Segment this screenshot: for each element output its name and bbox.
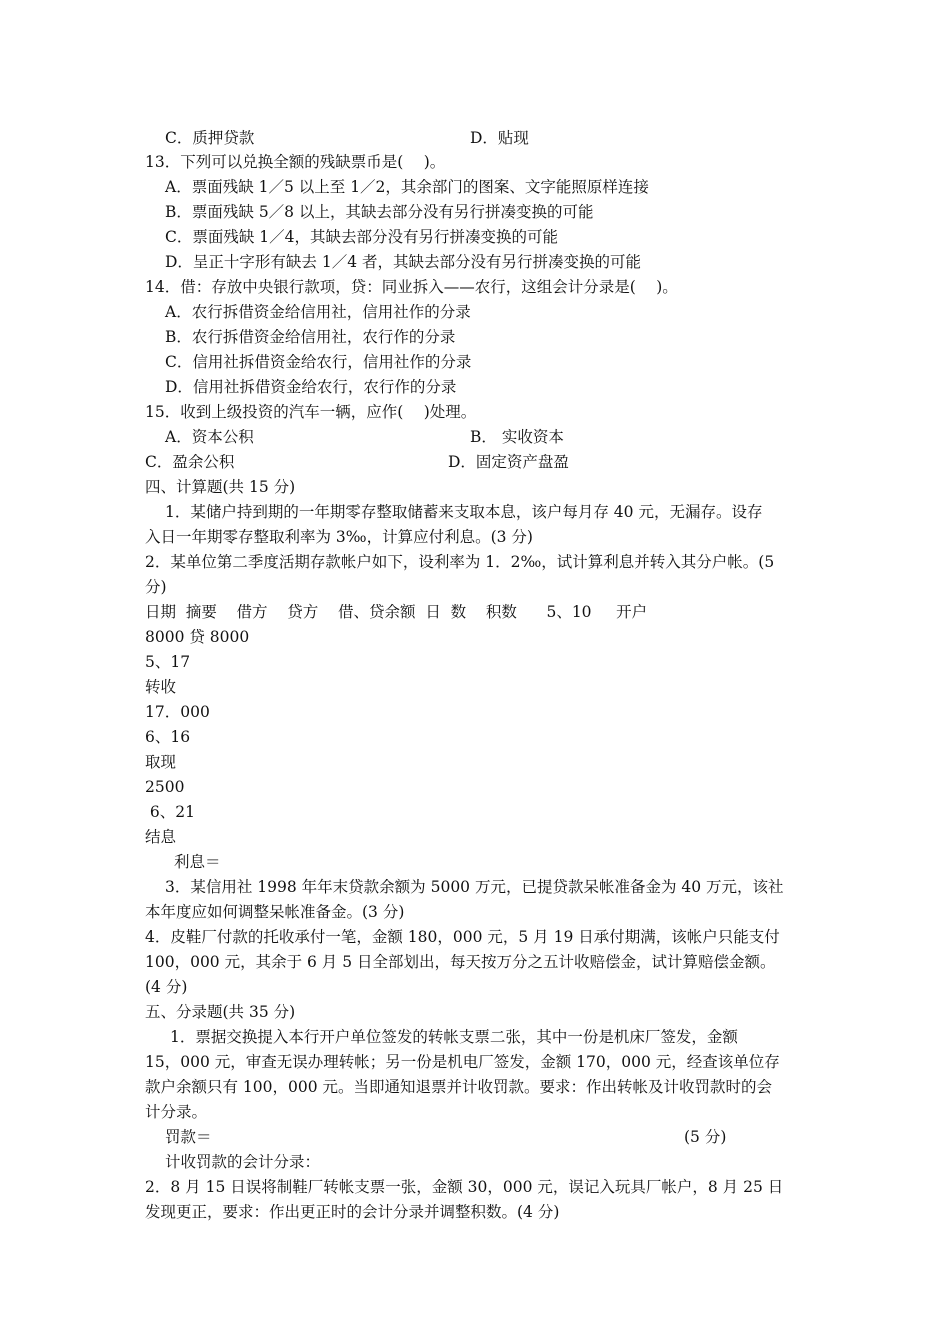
section4-p3-line1: 3．某信用社 1998 年年末贷款余额为 5000 万元，已提贷款呆帐准备金为 40 万元，该社 [165, 878, 784, 896]
q13-option-d: D．呈正十字形有缺去 1／4 者，其缺去部分没有另行拼凑变换的可能 [165, 253, 642, 271]
section5-p1-line4: 计分录。 [145, 1103, 208, 1121]
section5-p1-line3: 款户余额只有 100，000 元。当即通知退票并计收罚款。要求：作出转帐及计收罚款时的会 [145, 1078, 773, 1096]
q14-option-c: C．信用社拆借资金给农行，信用社作的分录 [165, 353, 472, 371]
section4-p1-line2: 入日一年期零存整取利率为 3‰，计算应付利息。(3 分) [145, 528, 533, 546]
section4-p3-line2: 本年度应如何调整呆帐准备金。(3 分) [145, 903, 405, 921]
section4-p1-line1: 1．某储户持到期的一年期零存整取储蓄来支取本息，该户每月存 40 元，无漏存。设存 [165, 503, 763, 521]
section4-p2-line1: 2．某单位第二季度活期存款帐户如下，设利率为 1．2‰，试计算利息并转入其分户帐。(5 [145, 553, 775, 571]
account-table-line: 2500 [145, 778, 185, 796]
q15-option-b: B． 实收资本 [470, 428, 564, 446]
section5-p2-line1: 2．8 月 15 日误将制鞋厂转帐支票一张，金额 30，000 元，误记入玩具厂帐户，8 月 25 日 [145, 1178, 784, 1196]
account-table-line: 17．000 [145, 703, 210, 721]
account-table-line: 8000 贷 8000 [145, 628, 250, 646]
q13-option-b: B．票面残缺 5／8 以上，其缺去部分没有另行拼凑变换的可能 [165, 203, 594, 221]
account-table-header: 日期 摘要 借方 贷方 借、贷余额 日 数 积数 5、10 开户 [145, 603, 648, 621]
account-table-line: 5、17 [145, 653, 191, 671]
section4-p4-line2: 100，000 元，其余于 6 月 5 日全部划出，每天按万分之五计收赔偿金，试计算赔偿金额。 [145, 953, 776, 971]
section4-p4-line3: (4 分) [145, 978, 188, 996]
section5-p2-line2: 发现更正，要求：作出更正时的会计分录并调整积数。(4 分) [145, 1203, 560, 1221]
section5-p1-line1: 1．票据交换提入本行开户单位签发的转帐支票二张，其中一份是机床厂签发，金额 [170, 1028, 738, 1046]
q13-option-a: A．票面残缺 1／5 以上至 1／2，其余部门的图案、文字能照原样连接 [165, 178, 649, 196]
account-table-line: 取现 [145, 753, 177, 771]
q15-option-a: A．资本公积 [165, 428, 254, 446]
fine-entry-label: 计收罚款的会计分录： [165, 1153, 321, 1171]
section5-p1-line2: 15，000 元，审查无误办理转帐；另一份是机电厂签发，金额 170，000 元，经查该单位存 [145, 1053, 780, 1071]
section4-title: 四、计算题(共 15 分) [145, 478, 296, 496]
q15-stem: 15．收到上级投资的汽车一辆，应作( )处理。 [145, 403, 477, 421]
account-table-line: 转收 [145, 678, 177, 696]
interest-label: 利息＝ [174, 853, 221, 871]
q12-option-d: D．贴现 [470, 129, 529, 147]
q13-option-c: C．票面残缺 1／4，其缺去部分没有另行拼凑变换的可能 [165, 228, 559, 246]
q13-stem: 13．下列可以兑换全额的残缺票币是( )。 [145, 153, 446, 171]
q15-option-d: D．固定资产盘盈 [448, 453, 569, 471]
account-table-line: 6、21 [145, 803, 196, 821]
q14-stem: 14．借：存放中央银行款项，贷：同业拆入——农行，这组会计分录是( )。 [145, 278, 678, 296]
section4-p2-line2: 分) [145, 578, 167, 596]
q14-option-a: A．农行拆借资金给信用社，信用社作的分录 [165, 303, 471, 321]
section4-p4-line1: 4．皮鞋厂付款的托收承付一笔，金额 180，000 元，5 月 19 日承付期满，该帐户只能支付 [145, 928, 780, 946]
q12-option-c: C．质押贷款 [165, 129, 255, 147]
section5-title: 五、分录题(共 35 分) [145, 1003, 296, 1021]
account-table-line: 6、16 [145, 728, 191, 746]
account-table-line: 结息 [145, 828, 177, 846]
fine-score: (5 分) [684, 1128, 727, 1146]
q15-option-c: C．盈余公积 [145, 453, 235, 471]
fine-label: 罚款＝ [165, 1128, 212, 1146]
q14-option-b: B．农行拆借资金给信用社，农行作的分录 [165, 328, 456, 346]
q14-option-d: D．信用社拆借资金给农行，农行作的分录 [165, 378, 457, 396]
